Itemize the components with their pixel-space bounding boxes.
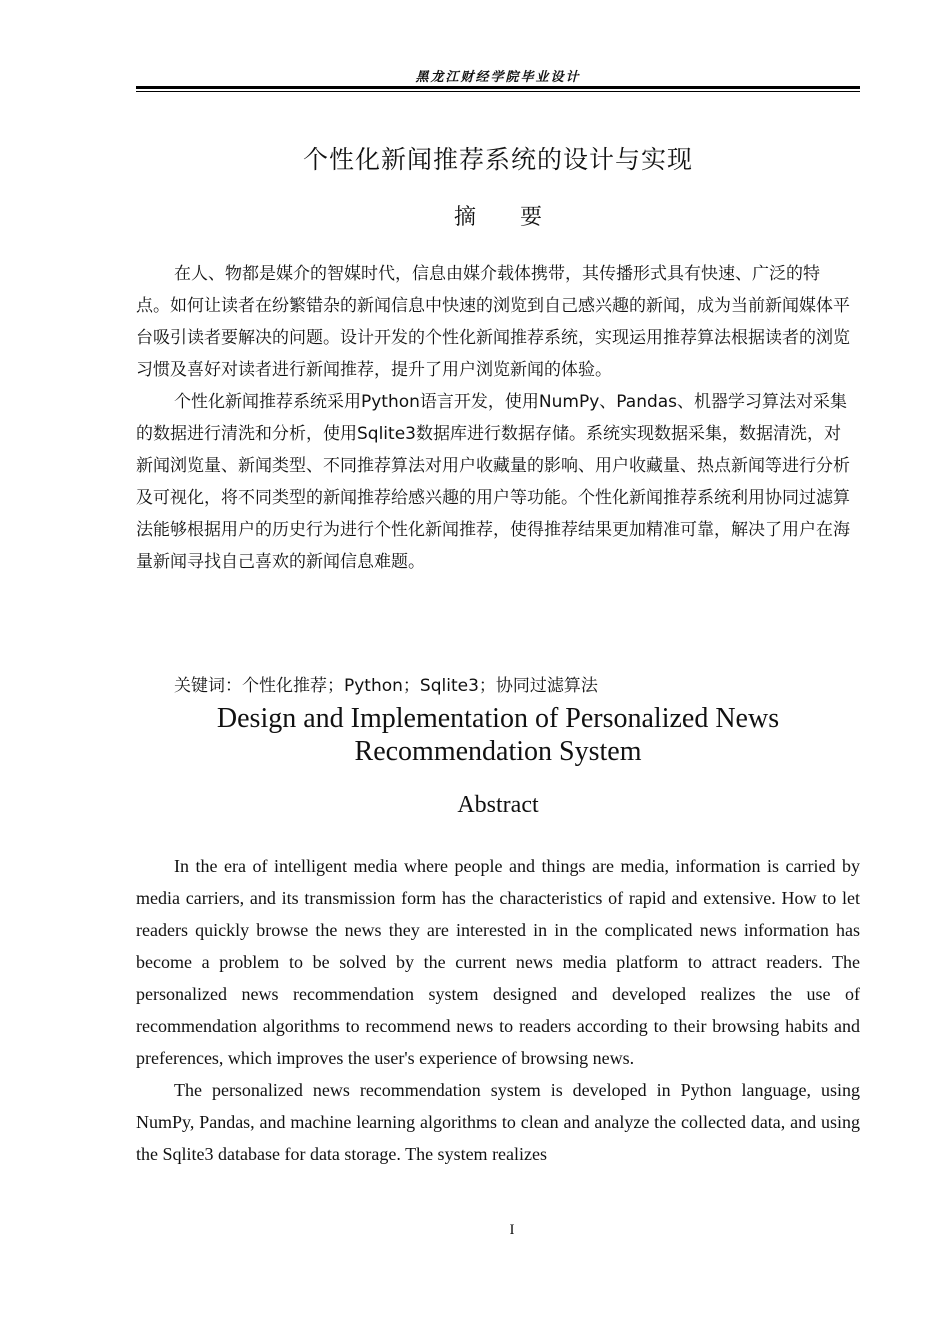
keywords-list: 个性化推荐；Python；Sqlite3；协同过滤算法 [242,676,598,696]
english-abstract-body [136,850,860,1170]
english-abstract-heading: Abstract [457,792,539,818]
running-header: 黑龙江财经学院毕业设计 [415,69,581,84]
header-rule-thick [136,86,860,89]
chinese-abstract-body [136,258,852,578]
english-title [0,702,950,768]
abstract-heading-char-2: 要 [520,205,543,230]
chinese-abstract-paragraph: 在人、物都是媒介的智媒时代，信息由媒介载体携带，其传播形式具有快速、广泛的特点。如何让读者在纷繁错杂的新闻信息中快速的浏览到自己感兴趣的新闻，成为当前新闻媒体平台吸引读者要解决的问题。设计开发的个性化新闻推荐系统，实现运用推荐算法根据读者的浏览习惯及喜好对读者进行新闻推荐，提升了用户浏览新闻的体验。 [136,264,850,380]
keywords-label: 关键词： [174,676,242,696]
header-rule-thin [136,91,860,92]
chinese-abstract-heading [0,200,950,231]
page-number: I [509,1222,515,1238]
chinese-keywords [174,672,598,700]
english-title-line-2: Recommendation System [354,736,642,767]
chinese-abstract-paragraph: 个性化新闻推荐系统采用Python语言开发，使用NumPy、Pandas、机器学习算法对采集的数据进行清洗和分析，使用Sqlite3数据库进行数据存储。系统实现数据采集，数据清洗，对新闻浏览量、新闻类型、不同推荐算法对用户收藏量的影响、用户收藏量、热点新闻等进行分析及可视化，将不同类型的新闻推荐给感兴趣的用户等功能。个性化新闻推荐系统利用协同过滤算法能够根据用户的历史行为进行个性化新闻推荐，使得推荐结果更加精准可靠，解决了用户在海量新闻寻找自己喜欢的新闻信息难题。 [136,392,850,572]
abstract-heading-char-1: 摘 [453,205,476,230]
english-abstract-paragraph: In the era of intelligent media where people and things are media, information is carried by media carriers, and its transmission form has the characteristics of rapid and extensive. How to let readers quickly browse the news they are interested in in the complicated news information has become a problem to be solved by the current news media platform to attract readers. The personalized news recommendation system designed and developed realizes the use of recommendation algorithms to recommend news to readers according to their browsing habits and preferences, which improves the user's experience of browsing news. [136,856,860,1068]
english-title-line-1: Design and Implementation of Personalized News [216,703,780,734]
english-abstract-paragraph: The personalized news recommendation system is developed in Python language, using NumPy, Pandas, and machine learning algorithms to clean and analyze the collected data, and using the Sqlite3 database for data storage. The system realizes [136,1080,860,1164]
chinese-title: 个性化新闻推荐系统的设计与实现 [302,145,693,174]
